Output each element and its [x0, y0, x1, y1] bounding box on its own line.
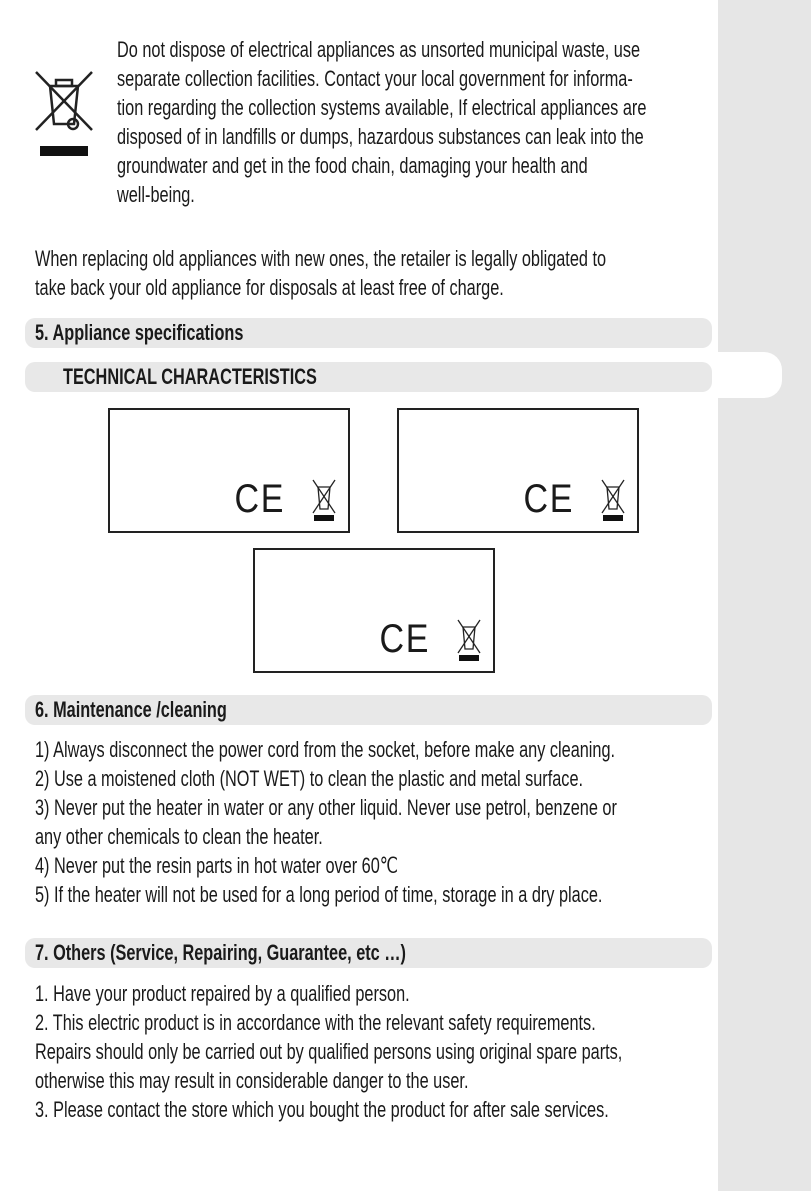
section-5-title: 5. Appliance specifications	[35, 320, 244, 345]
others-line: otherwise this may result in considerable danger to the user.	[35, 1068, 469, 1093]
weee-line: well-being.	[117, 182, 195, 207]
section-6-header	[25, 695, 712, 725]
others-line: Repairs should only be carried out by qualified persons using original spare parts,	[35, 1039, 623, 1064]
technical-characteristics-title: TECHNICAL CHARACTERISTICS	[63, 364, 317, 389]
weee-line: separate collection facilities. Contact your local government for informa-	[117, 66, 633, 91]
weee-bin-icon	[34, 70, 94, 158]
others-line: 1. Have your product repaired by a qualified person.	[35, 981, 410, 1006]
technical-characteristics-header	[25, 362, 712, 392]
weee-line: disposed of in landfills or dumps, hazardous substances can leak into the	[117, 124, 644, 149]
maintenance-line: 2) Use a moistened cloth (NOT WET) to clean the plastic and metal surface.	[35, 766, 584, 791]
section-7-header	[25, 938, 712, 968]
section-5-header	[25, 318, 712, 348]
retailer-line: take back your old appliance for disposals at least free of charge.	[35, 275, 504, 300]
ce-mark: CE	[379, 617, 431, 661]
rating-label-box	[253, 548, 495, 673]
maintenance-line: 3) Never put the heater in water or any other liquid. Never use petrol, benzene or	[35, 795, 617, 820]
maintenance-line: 5) If the heater will not be used for a long period of time, storage in a dry place.	[35, 882, 603, 907]
page-tab	[712, 352, 782, 398]
weee-bin-icon	[601, 479, 625, 521]
maintenance-line: 4) Never put the resin parts in hot water over 60℃	[35, 853, 399, 878]
section-7-title: 7. Others (Service, Repairing, Guarantee, etc …)	[35, 940, 406, 965]
section-6-title: 6. Maintenance /cleaning	[35, 697, 227, 722]
ce-mark: CE	[234, 477, 286, 521]
weee-line: tion regarding the collection systems available, If electrical appliances are	[117, 95, 647, 120]
weee-bin-icon	[312, 479, 336, 521]
retailer-line: When replacing old appliances with new ones, the retailer is legally obligated to	[35, 246, 607, 271]
side-margin	[718, 0, 811, 1191]
ce-mark: CE	[523, 477, 575, 521]
weee-line: groundwater and get in the food chain, damaging your health and	[117, 153, 588, 178]
weee-line: Do not dispose of electrical appliances as unsorted municipal waste, use	[117, 37, 641, 62]
weee-bin-icon	[457, 619, 481, 661]
maintenance-line: any other chemicals to clean the heater.	[35, 824, 323, 849]
maintenance-line: 1) Always disconnect the power cord from the socket, before make any cleaning.	[35, 737, 616, 762]
others-line: 3. Please contact the store which you bought the product for after sale services.	[35, 1097, 609, 1122]
rating-label-box	[397, 408, 639, 533]
rating-label-box	[108, 408, 350, 533]
others-line: 2. This electric product is in accordance with the relevant safety requirements.	[35, 1010, 596, 1035]
